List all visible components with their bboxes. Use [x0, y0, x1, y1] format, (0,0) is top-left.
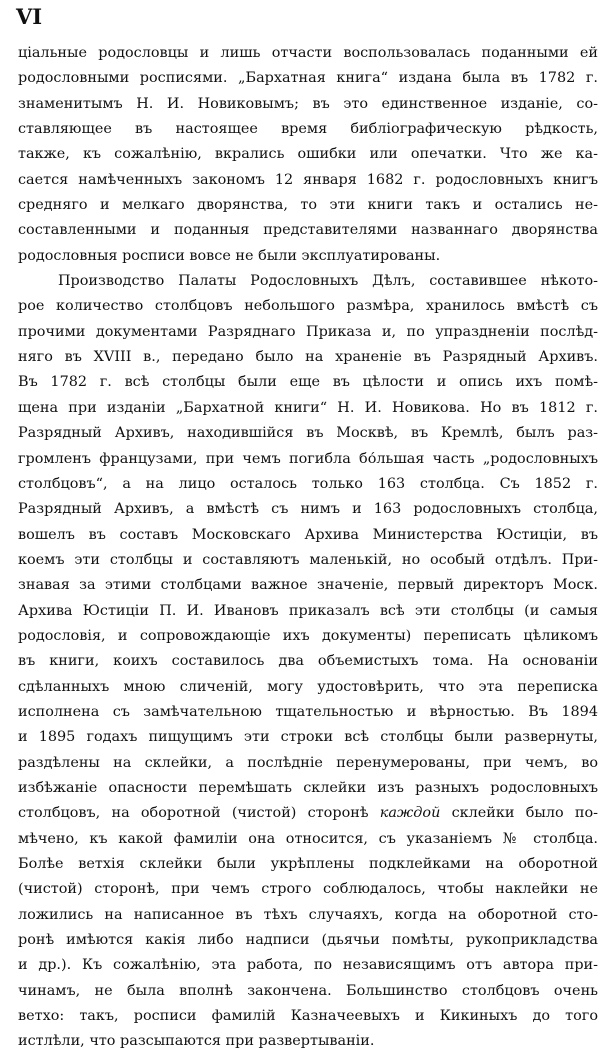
text-line: Производство Палаты Родословныхъ Дѣлъ, составившее нѣкото- [58, 273, 598, 290]
text-line: прочими документами Разряднаго Приказа и, по упраздненіи послѣд- [18, 323, 598, 340]
text-line: няго въ XVIII в., передано было на храненіе въ Разрядный Архивъ. [18, 349, 598, 366]
text-line: родословныя росписи вовсе не были эксплуатированы. [18, 247, 441, 264]
text-line: коемъ эти столбцы и составляютъ маленькій, но особый отдѣлъ. При- [18, 551, 598, 568]
text-line: ложились на написанное въ тѣхъ случаяхъ, когда на оборотной сто- [18, 906, 598, 923]
text-line: родословными росписями. „Бархатная книга“ издана была въ 1782 г. [18, 70, 598, 87]
text-line: сается намѣченныхъ закономъ 12 января 1682 г. родословныхъ книгъ [18, 171, 598, 188]
text-line: мѣчено, къ какой фамиліи она относится, съ указаніемъ № столбца. [18, 830, 598, 847]
text-line: громленъ французами, при чемъ погибла бо́льшая часть „родословныхъ [18, 450, 598, 467]
text-line: Болѣе ветхія склейки были укрѣплены подклейками на оборотной [18, 856, 598, 872]
text-line: исполнена съ замѣчательною тщательностью и вѣрностью. Въ 1894 [18, 703, 598, 720]
paragraph-1 [18, 41, 598, 269]
text-line: ронѣ имѣются какія либо надписи (дьячьи помѣты, рукоприкладства [18, 932, 598, 949]
text-line: и 1895 годахъ пищущимъ эти строки всѣ столбцы были развернуты, [18, 729, 598, 746]
text-line: знаменитымъ Н. И. Новиковымъ; въ это единственное изданіе, со- [18, 95, 598, 112]
text-line: (чистой) сторонѣ, при чемъ строго соблюдалось, чтобы наклейки не [18, 881, 598, 898]
text-line: Разрядный Архивъ, а вмѣстѣ съ нимъ и 163 родословныхъ столбца, [18, 501, 598, 518]
text-line: рое количество столбцовъ небольшого размѣра, хранилось вмѣстѣ съ [18, 298, 598, 315]
text-segment: столбцовъ, на оборотной (чистой) сторонѣ [18, 805, 380, 822]
text-line: раздѣлены на склейки, а послѣдніе перенумерованы, при чемъ, во [18, 754, 598, 771]
text-segment: склейки было по- [440, 805, 598, 822]
paragraph-2 [18, 269, 598, 1055]
text-line: истлѣли, что разсыпаются при развертываніи. [18, 1033, 375, 1050]
text-line: въ книги, коихъ составилось два объемистыхъ тома. На основаніи [18, 653, 598, 670]
body-text [18, 41, 598, 1055]
text-line: родословія, и сопровождающіе ихъ документы) переписать цѣликомъ [18, 627, 598, 644]
text-line: ветхо: такъ, росписи фамилій Казначеевыхъ и Кикиныхъ до того [18, 1008, 598, 1025]
text-line: средняго и мелкаго дворянства, то эти книги такъ и остались не- [18, 197, 598, 214]
text-line: щена при изданіи „Бархатной книги“ Н. И. Новикова. Но въ 1812 г. [18, 399, 598, 416]
text-line: сдѣланныхъ мною сличеній, могу удостовѣрить, что эта переписка [18, 678, 598, 695]
text-line-with-italic [18, 801, 598, 826]
italic-word: каждой [379, 805, 441, 822]
text-line: столбцовъ“, а на лицо осталось только 163 столбца. Съ 1852 г. [18, 475, 598, 492]
text-line: чинамъ, не была вполнѣ закончена. Большинство столбцовъ очень [18, 982, 598, 999]
text-line: Въ 1782 г. всѣ столбцы были еще въ цѣлости и опись ихъ помѣ- [18, 374, 598, 391]
page-number: VI [16, 4, 43, 29]
text-line: составленными и поданныя представителями названнаго дворянства [18, 222, 598, 239]
text-line: знавая за этими столбцами важное значеніе, первый директоръ Моск. [18, 577, 598, 594]
text-line: вошелъ въ составъ Московскаго Архива Министерства Юстиціи, въ [18, 526, 598, 543]
text-line: Разрядный Архивъ, находившійся въ Москвѣ, въ Кремлѣ, былъ раз- [18, 425, 598, 442]
text-line: ставляющее въ настоящее время библіографическую рѣдкость, [18, 121, 598, 138]
text-line: ціальные родословцы и лишь отчасти воспользовалась поданными ей [18, 45, 598, 61]
text-line: избѣжаніе опасности перемѣшать склейки изъ разныхъ родословныхъ [18, 779, 598, 796]
text-line: и др.). Къ сожалѣнію, эта работа, по независящимъ отъ автора при- [18, 957, 598, 974]
text-line: Архива Юстиціи П. И. Ивановъ приказалъ всѣ эти столбцы (и самыя [18, 602, 598, 619]
text-line: также, къ сожалѣнію, вкрались ошибки или опечатки. Что же ка- [18, 146, 598, 163]
